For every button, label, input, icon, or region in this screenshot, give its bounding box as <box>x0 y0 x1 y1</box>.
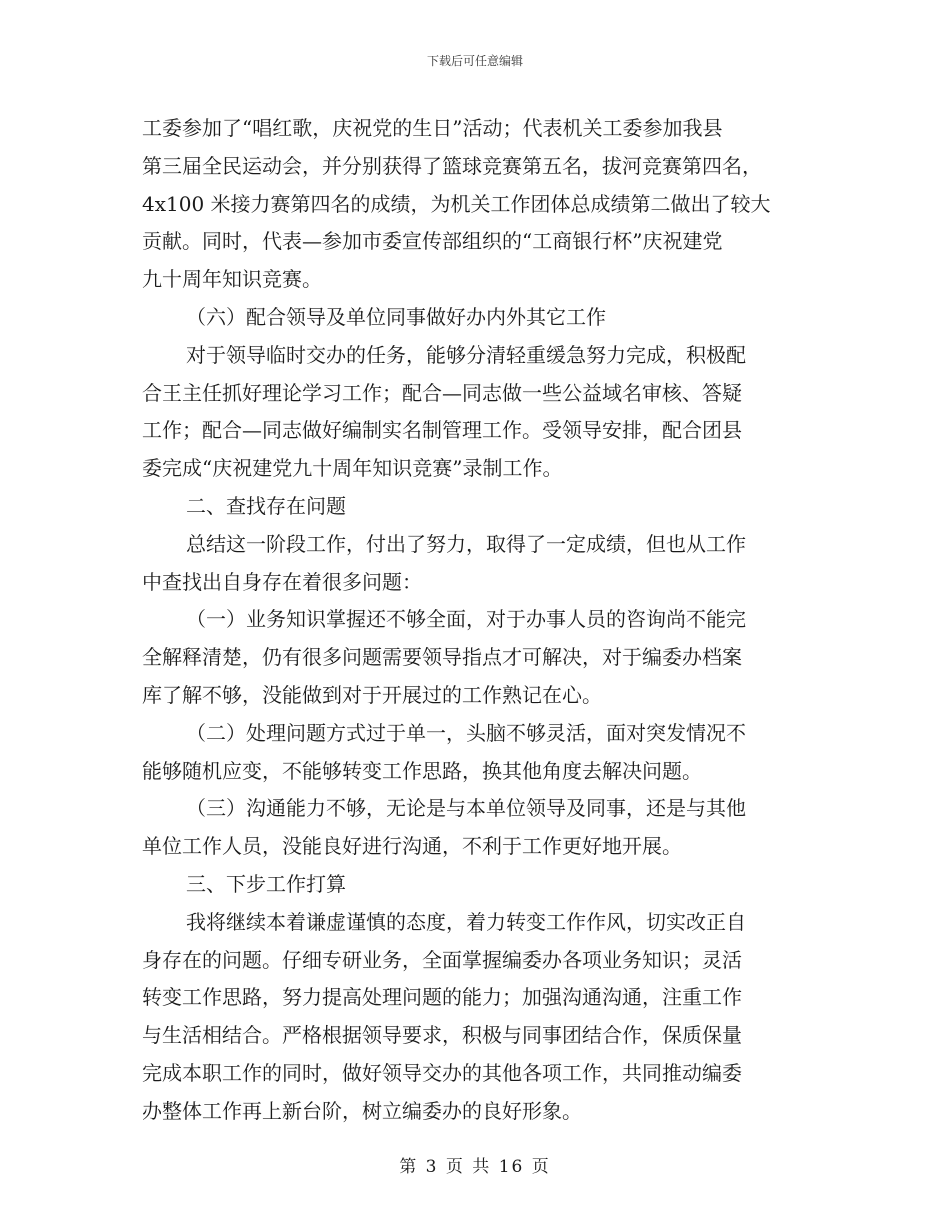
section-heading: 二、查找存在问题 <box>186 493 346 518</box>
text-line: 办整体工作再上新台阶，树立编委办的良好形象。 <box>142 1098 582 1123</box>
paragraph-start: 总结这一阶段工作，付出了努力，取得了一定成绩，但也从工作 <box>186 531 746 556</box>
text-line: 第三届全民运动会，并分别获得了篮球竞赛第五名，拔河竞赛第四名， <box>142 153 762 178</box>
paragraph-start: （三）沟通能力不够，无论是与本单位领导及同事，还是与其他 <box>186 796 746 821</box>
paragraph-start: 我将继续本着谦虚谨慎的态度，着力转变工作作风，切实改正自 <box>186 909 746 934</box>
text-line: 身存在的问题。仔细专研业务，全面掌握编委办各项业务知识；灵活 <box>142 947 742 972</box>
text-line: 工委参加了“唱红歌，庆祝党的生日”活动；代表机关工委参加我县 <box>142 116 723 140</box>
paragraph-start: （二）处理问题方式过于单一，头脑不够灵活，面对突发情况不 <box>186 720 746 745</box>
text-line: 九十周年知识竞赛。 <box>142 267 322 292</box>
paragraph-start: （一）业务知识掌握还不够全面，对于办事人员的咨询尚不能完 <box>186 607 746 632</box>
text-line: 能够随机应变，不能够转变工作思路，换其他角度去解决问题。 <box>142 758 702 783</box>
text-line: 工作；配合—同志做好编制实名制管理工作。受领导安排，配合团县 <box>142 418 742 443</box>
text-line: 中查找出自身存在着很多问题： <box>142 569 422 594</box>
text-line: 全解释清楚，仍有很多问题需要领导指点才可解决，对于编委办档案 <box>142 645 742 670</box>
header-note: 下载后可任意编辑 <box>426 54 523 68</box>
text-line: 合王主任抓好理论学习工作；配合—同志做一些公益域名审核、答疑 <box>142 380 742 405</box>
text-line: 4x100 米接力赛第四名的成绩，为机关工作团体总成绩第二做出了较大 <box>142 191 771 216</box>
section-heading: 三、下步工作打算 <box>186 871 346 896</box>
text-line: 单位工作人员，没能良好进行沟通，不利于工作更好地开展。 <box>142 834 682 859</box>
text-line: 委完成“庆祝建党九十周年知识竞赛”录制工作。 <box>142 456 563 481</box>
document-body <box>142 110 810 1131</box>
text-line: 完成本职工作的同时，做好领导交办的其他各项工作，共同推动编委 <box>142 1060 742 1085</box>
page-number: 第 3 页 共 16 页 <box>399 1157 551 1177</box>
text-line: 与生活相结合。严格根据领导要求，积极与同事团结合作，保质保量 <box>142 1023 742 1048</box>
text-line: 贡献。同时，代表—参加市委宣传部组织的“工商银行杯”庆祝建党 <box>142 229 723 254</box>
paragraph-start: 对于领导临时交办的任务，能够分清轻重缓急努力完成，积极配 <box>186 342 746 367</box>
text-line: 库了解不够，没能做到对于开展过的工作熟记在心。 <box>142 682 602 707</box>
text-line: 转变工作思路，努力提高处理问题的能力；加强沟通沟通，注重工作 <box>142 985 742 1010</box>
section-heading: （六）配合领导及单位同事做好办内外其它工作 <box>186 304 606 329</box>
